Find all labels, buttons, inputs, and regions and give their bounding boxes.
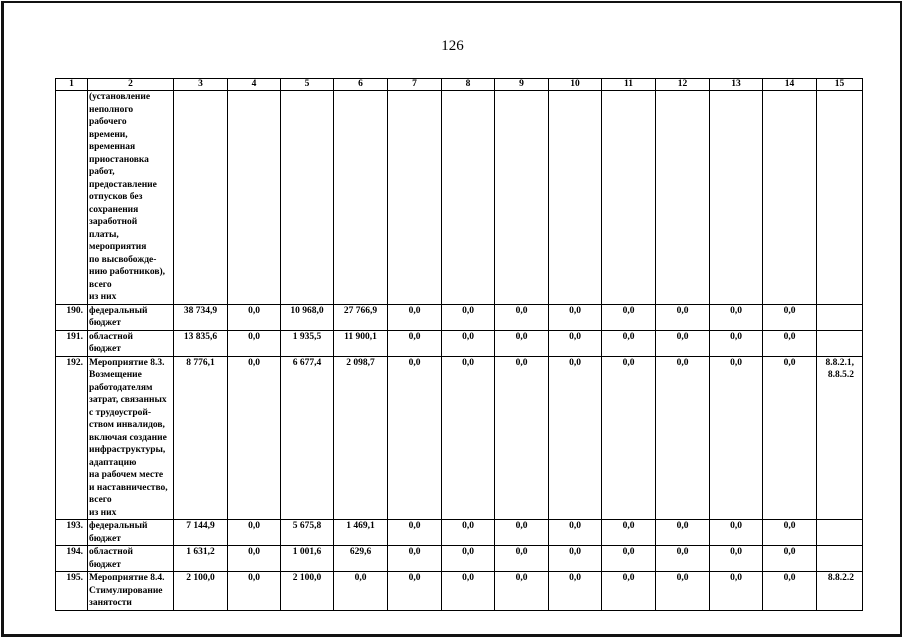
value-cell: 1 631,2 bbox=[174, 546, 228, 572]
indicator-code bbox=[817, 572, 863, 611]
empty-cell bbox=[710, 91, 763, 305]
value-cell: 1 935,5 bbox=[281, 330, 334, 356]
value-cell: 0,0 bbox=[388, 572, 442, 611]
value-cell: 10 968,0 bbox=[281, 304, 334, 330]
text-line: работодателям bbox=[89, 382, 153, 393]
empty-cell bbox=[602, 91, 656, 305]
value-cell: 0,0 bbox=[602, 572, 656, 611]
value-cell: 0,0 bbox=[763, 304, 817, 330]
text-line: предоставление bbox=[89, 179, 157, 190]
indicator-code bbox=[817, 356, 863, 520]
text-line: отпусков без bbox=[89, 192, 143, 202]
value-cell: 11 900,1 bbox=[334, 330, 388, 356]
value-cell: 0,0 bbox=[388, 356, 442, 520]
value-cell: 0,0 bbox=[442, 304, 495, 330]
col-header: 8 bbox=[442, 79, 495, 91]
row-description bbox=[88, 572, 174, 611]
text-line: включая создание bbox=[89, 432, 167, 443]
value-cell: 0,0 bbox=[228, 330, 281, 356]
table-row bbox=[56, 330, 863, 356]
text-line: мероприятия bbox=[89, 242, 147, 252]
empty-cell bbox=[656, 91, 710, 305]
text-line: бюджет bbox=[89, 533, 121, 544]
text-line: занятости bbox=[89, 598, 132, 608]
value-cell: 0,0 bbox=[228, 546, 281, 572]
text-line: бюджет bbox=[89, 344, 121, 354]
col-header: 6 bbox=[334, 79, 388, 91]
col-header: 3 bbox=[174, 79, 228, 91]
value-cell: 0,0 bbox=[710, 304, 763, 330]
text-line: нию работников), bbox=[89, 267, 166, 277]
value-cell: 0,0 bbox=[495, 572, 549, 611]
value-cell: 0,0 bbox=[388, 520, 442, 546]
value-cell: 0,0 bbox=[334, 572, 388, 611]
empty-cell bbox=[281, 91, 334, 305]
text-line: платы, bbox=[89, 229, 119, 240]
text-line: Возмещение bbox=[89, 370, 142, 380]
row-description bbox=[88, 91, 174, 305]
budget-table bbox=[55, 78, 863, 611]
text-line: и наставничество, bbox=[89, 482, 168, 493]
value-cell: 0,0 bbox=[549, 356, 602, 520]
value-cell: 0,0 bbox=[228, 572, 281, 611]
text-line: временная bbox=[89, 142, 136, 152]
text-line: федеральный bbox=[89, 521, 148, 531]
row-description bbox=[88, 304, 174, 330]
col-header: 1 bbox=[56, 79, 88, 91]
value-cell: 0,0 bbox=[656, 304, 710, 330]
value-cell: 0,0 bbox=[602, 520, 656, 546]
row-number: 195. bbox=[56, 572, 88, 611]
value-cell: 0,0 bbox=[442, 520, 495, 546]
text-line: 8.8.2.2 bbox=[827, 573, 854, 583]
value-cell: 0,0 bbox=[388, 330, 442, 356]
value-cell: 0,0 bbox=[495, 304, 549, 330]
value-cell: 0,0 bbox=[602, 356, 656, 520]
text-line: Стимулирование bbox=[89, 585, 163, 596]
value-cell: 0,0 bbox=[549, 520, 602, 546]
value-cell: 0,0 bbox=[228, 304, 281, 330]
col-header: 2 bbox=[88, 79, 174, 91]
col-header: 12 bbox=[656, 79, 710, 91]
value-cell: 0,0 bbox=[549, 330, 602, 356]
value-cell: 0,0 bbox=[442, 546, 495, 572]
empty-cell bbox=[174, 91, 228, 305]
value-cell: 6 677,4 bbox=[281, 356, 334, 520]
col-header: 10 bbox=[549, 79, 602, 91]
text-line: всего bbox=[89, 495, 112, 505]
value-cell: 0,0 bbox=[495, 356, 549, 520]
empty-cell bbox=[228, 91, 281, 305]
continuation-row bbox=[56, 91, 863, 305]
text-line: рабочего bbox=[89, 117, 127, 127]
value-cell: 0,0 bbox=[388, 546, 442, 572]
indicator-code bbox=[817, 330, 863, 356]
value-cell: 0,0 bbox=[549, 304, 602, 330]
text-line: бюджет bbox=[89, 559, 121, 570]
text-line: (установление bbox=[89, 92, 151, 102]
value-cell: 0,0 bbox=[656, 520, 710, 546]
row-number: 194. bbox=[56, 546, 88, 572]
col-header: 5 bbox=[281, 79, 334, 91]
value-cell: 0,0 bbox=[495, 546, 549, 572]
text-line: Мероприятие 8.4. bbox=[89, 573, 165, 583]
col-header: 14 bbox=[763, 79, 817, 91]
text-line: работ, bbox=[89, 167, 115, 177]
value-cell: 0,0 bbox=[763, 572, 817, 611]
value-cell: 0,0 bbox=[388, 304, 442, 330]
indicator-code bbox=[817, 546, 863, 572]
value-cell: 0,0 bbox=[228, 356, 281, 520]
text-line: с трудоустрой- bbox=[89, 407, 152, 418]
row-number: 190. bbox=[56, 304, 88, 330]
text-line: 8.8.5.2 bbox=[827, 370, 854, 380]
value-cell: 2 098,7 bbox=[334, 356, 388, 520]
text-line: бюджет bbox=[89, 318, 121, 328]
row-description bbox=[88, 330, 174, 356]
col-header: 9 bbox=[495, 79, 549, 91]
text-line: сохранения bbox=[89, 204, 139, 215]
row-number: 191. bbox=[56, 330, 88, 356]
value-cell: 0,0 bbox=[656, 330, 710, 356]
table-row bbox=[56, 356, 863, 520]
col-header: 11 bbox=[602, 79, 656, 91]
header-row bbox=[56, 79, 863, 91]
text-line: неполного bbox=[89, 104, 134, 115]
value-cell: 7 144,9 bbox=[174, 520, 228, 546]
value-cell: 5 675,8 bbox=[281, 520, 334, 546]
value-cell: 1 001,6 bbox=[281, 546, 334, 572]
text-line: инфраструктуры, bbox=[89, 445, 166, 455]
value-cell: 0,0 bbox=[549, 572, 602, 611]
value-cell: 0,0 bbox=[763, 520, 817, 546]
text-line: времени, bbox=[89, 129, 128, 140]
value-cell: 0,0 bbox=[602, 330, 656, 356]
value-cell: 2 100,0 bbox=[281, 572, 334, 611]
col-header: 7 bbox=[388, 79, 442, 91]
value-cell: 0,0 bbox=[710, 330, 763, 356]
text-line: на рабочем месте bbox=[89, 470, 164, 480]
value-cell: 0,0 bbox=[656, 546, 710, 572]
value-cell: 0,0 bbox=[442, 330, 495, 356]
value-cell: 0,0 bbox=[495, 330, 549, 356]
text-line: областной bbox=[89, 547, 133, 557]
text-line: из них bbox=[89, 292, 117, 302]
empty-cell bbox=[388, 91, 442, 305]
value-cell: 629,6 bbox=[334, 546, 388, 572]
table-row bbox=[56, 572, 863, 611]
text-line: федеральный bbox=[89, 305, 148, 316]
text-line: ством инвалидов, bbox=[89, 420, 165, 430]
value-cell: 38 734,9 bbox=[174, 304, 228, 330]
value-cell: 0,0 bbox=[549, 546, 602, 572]
text-line: приостановка bbox=[89, 154, 149, 165]
value-cell: 0,0 bbox=[710, 572, 763, 611]
row-description bbox=[88, 546, 174, 572]
table-row bbox=[56, 546, 863, 572]
value-cell: 1 469,1 bbox=[334, 520, 388, 546]
indicator-code bbox=[817, 304, 863, 330]
value-cell: 13 835,6 bbox=[174, 330, 228, 356]
text-line: всего bbox=[89, 279, 112, 290]
value-cell: 0,0 bbox=[763, 546, 817, 572]
text-line: адаптацию bbox=[89, 457, 137, 468]
row-number: 193. bbox=[56, 520, 88, 546]
text-line: Мероприятие 8.3. bbox=[89, 357, 165, 368]
value-cell: 0,0 bbox=[228, 520, 281, 546]
page-number: 126 bbox=[441, 38, 464, 54]
col-header: 15 bbox=[817, 79, 863, 91]
text-line: по высвобожде- bbox=[89, 254, 157, 265]
table-row bbox=[56, 520, 863, 546]
row-number bbox=[56, 91, 88, 305]
empty-cell bbox=[442, 91, 495, 305]
value-cell: 0,0 bbox=[710, 520, 763, 546]
empty-cell bbox=[817, 91, 863, 305]
empty-cell bbox=[495, 91, 549, 305]
table-row bbox=[56, 304, 863, 330]
value-cell: 0,0 bbox=[763, 356, 817, 520]
text-line: затрат, связанных bbox=[89, 395, 167, 405]
text-line: 8.8.2.1, bbox=[825, 357, 854, 368]
row-description bbox=[88, 356, 174, 520]
value-cell: 0,0 bbox=[656, 572, 710, 611]
col-header: 4 bbox=[228, 79, 281, 91]
indicator-code bbox=[817, 520, 863, 546]
text-line: из них bbox=[89, 507, 117, 518]
value-cell: 2 100,0 bbox=[174, 572, 228, 611]
value-cell: 0,0 bbox=[602, 546, 656, 572]
value-cell: 0,0 bbox=[710, 546, 763, 572]
text-line: заработной bbox=[89, 217, 138, 227]
value-cell: 0,0 bbox=[710, 356, 763, 520]
value-cell: 0,0 bbox=[763, 330, 817, 356]
value-cell: 0,0 bbox=[442, 356, 495, 520]
empty-cell bbox=[549, 91, 602, 305]
value-cell: 27 766,9 bbox=[334, 304, 388, 330]
text-line: областной bbox=[89, 331, 133, 342]
empty-cell bbox=[334, 91, 388, 305]
value-cell: 0,0 bbox=[495, 520, 549, 546]
value-cell: 0,0 bbox=[656, 356, 710, 520]
value-cell: 8 776,1 bbox=[174, 356, 228, 520]
row-number: 192. bbox=[56, 356, 88, 520]
value-cell: 0,0 bbox=[602, 304, 656, 330]
empty-cell bbox=[763, 91, 817, 305]
value-cell: 0,0 bbox=[442, 572, 495, 611]
col-header: 13 bbox=[710, 79, 763, 91]
row-description bbox=[88, 520, 174, 546]
